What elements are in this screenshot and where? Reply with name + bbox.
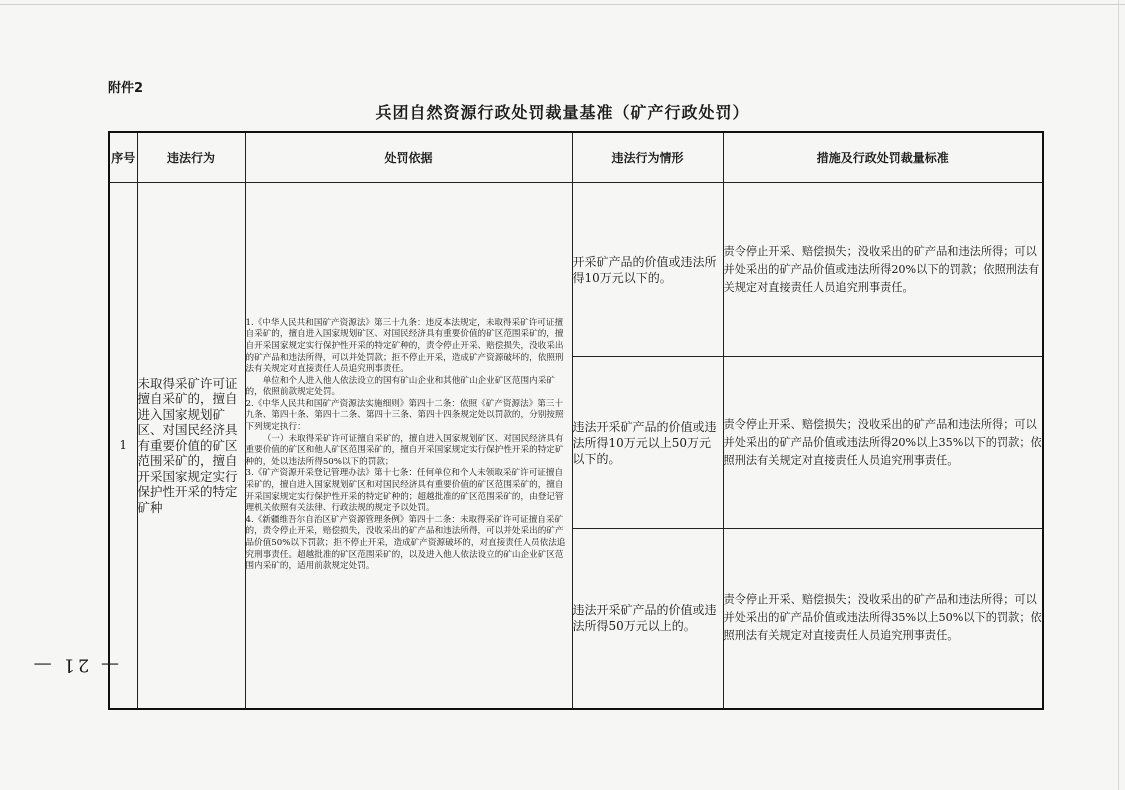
header-measures: 措施及行政处罚裁量标准 xyxy=(723,132,1043,183)
penalty-standard-table xyxy=(108,131,1044,710)
basis-paragraph: 4.《新疆维吾尔自治区矿产资源管理条例》第四十二条：未取得采矿许可证擅自采矿的，责令停止开采，赔偿损失，没收采出的矿产品和违法所得，可以并处采出的矿产品价值50%以下罚款；拒不停止开采，造成矿产资源破坏的，对直接责任人员依法追究刑事责任。超越批准的矿区范围采矿的，以及进入他人依法设立的矿山企业矿区范围内采矿的，适用前款规定处罚。 xyxy=(245,514,566,572)
document-title: 兵团自然资源行政处罚裁量基准（矿产行政处罚） xyxy=(375,103,750,122)
circumstance-cell: 违法开采矿产品的价值或违法所得10万元以上50万元以下的。 xyxy=(572,357,723,529)
measure-cell: 责令停止开采、赔偿损失；没收采出的矿产品和违法所得；可以并处采出的矿产品价值或违法所得20%以上35%以下的罚款；依照刑法有关规定对直接责任人员追究刑事责任。 xyxy=(723,357,1043,529)
legal-basis-cell xyxy=(245,183,572,709)
measure-cell: 责令停止开采、赔偿损失；没收采出的矿产品和违法所得；可以并处采出的矿产品价值或违法所得35%以上50%以下的罚款；依照刑法有关规定对直接责任人员追究刑事责任。 xyxy=(723,529,1043,709)
measure-cell: 责令停止开采、赔偿损失；没收采出的矿产品和违法所得；可以并处采出的矿产品价值或违法所得20%以下的罚款；依照刑法有关规定对直接责任人员追究刑事责任。 xyxy=(723,183,1043,357)
header-violation: 违法行为 xyxy=(137,132,245,183)
table-row xyxy=(109,183,1043,357)
violation-cell: 未取得采矿许可证擅自采矿的，擅自进入国家规划矿区、对国民经济具有重要价值的矿区范围采矿的，擅自开采国家规定实行保护性开采的特定矿种 xyxy=(137,183,245,709)
basis-paragraph: 2.《中华人民共和国矿产资源法实施细则》第四十二条：依照《矿产资源法》第三十九条、第四十条、第四十二条、第四十三条、第四十四条规定处以罚款的，分别按照下列规定执行： xyxy=(245,398,564,433)
circumstance-cell: 违法开采矿产品的价值或违法所得50万元以上的。 xyxy=(572,529,723,709)
header-legal-basis: 处罚依据 xyxy=(245,132,572,183)
row-number: 1 xyxy=(109,183,137,709)
basis-paragraph: 单位和个人进入他人依法设立的国有矿山企业和其他矿山企业矿区范围内采矿的，依照前款规定处罚。 xyxy=(245,375,555,398)
basis-paragraph: 3.《矿产资源开采登记管理办法》第十七条：任何单位和个人未领取采矿许可证擅自采矿的，擅自进入国家规划矿区和对国民经济具有重要价值的矿区范围采矿的，擅自开采国家规定实行保护性开采的特定矿种的；超越批准的矿区范围采矿的，由登记管理机关依照有关法律、行政法规的规定予以处罚。 xyxy=(245,468,564,514)
basis-paragraph: 1.《中华人民共和国矿产资源法》第三十九条：违反本法规定，未取得采矿许可证擅自采矿的，擅自进入国家规划矿区、对国民经济具有重要价值的矿区范围采矿的，擅自开采国家规定实行保护性开采的特定矿种的，责令停止开采、赔偿损失，没收采出的矿产品和违法所得，可以并处罚款；拒不停止开采，造成矿产资源破坏的，依照刑法有关规定对直接责任人员追究刑事责任。 xyxy=(245,317,564,375)
table-header-row xyxy=(109,132,1043,183)
page-number: — 21 — xyxy=(30,654,120,676)
page-edge-top xyxy=(0,4,1125,5)
basis-paragraph: （一）未取得采矿许可证擅自采矿的，擅自进入国家规划矿区、对国民经济具有重要价值的矿区和他人矿区范围采矿的，擅自开采国家规定实行保护性开采的特定矿种的，处以违法所得50%以下的罚款； xyxy=(245,433,564,467)
header-number: 序号 xyxy=(109,132,137,183)
header-circumstance: 违法行为情形 xyxy=(572,132,723,183)
attachment-label: 附件2 xyxy=(108,81,144,96)
circumstance-cell: 开采矿产品的价值或违法所得10万元以下的。 xyxy=(572,183,723,357)
